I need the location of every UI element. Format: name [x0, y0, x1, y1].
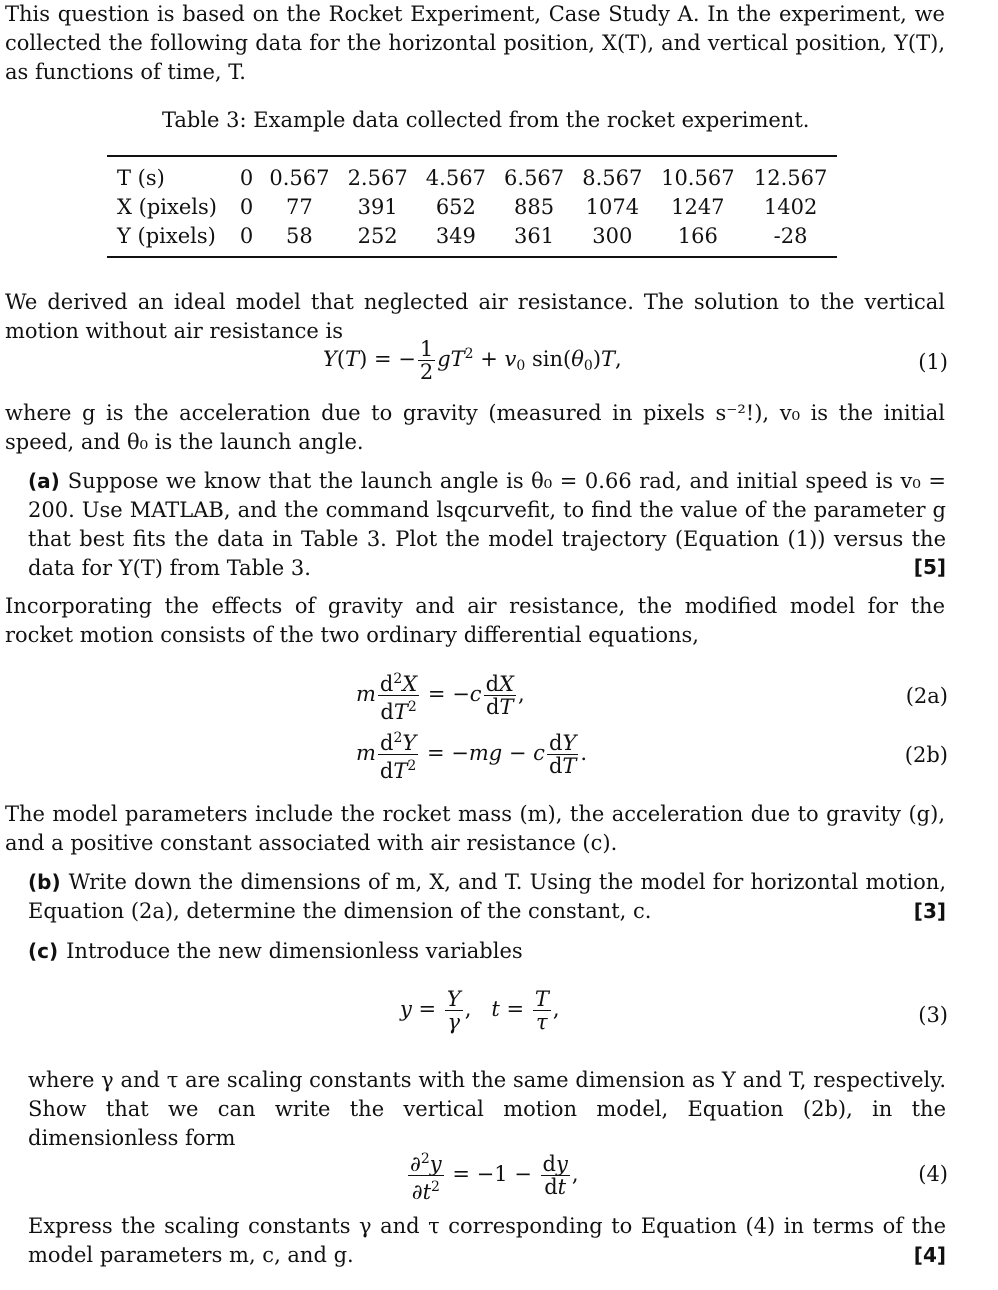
part-c-label: (c) — [28, 939, 59, 963]
equation-1: Y(T) = − $\frac{1}{2}$ $gT^2 + v_0$ $\sin(\theta_0)T$, — [323, 337, 622, 384]
table-caption: Table 3: Example data collected from the rocket experiment. — [162, 108, 810, 132]
intro-paragraph — [5, 0, 945, 87]
part-a-label: (a) — [28, 469, 60, 493]
table-cell: 885 — [514, 194, 555, 219]
equation-2a-number: (2a) — [905, 684, 948, 708]
dimensionless-paragraph: where γ and τ are scaling constants with the same dimension as Y and T, respectively. Show that we can write the vertical motion model, Equation (2b), in the dimensionless form — [28, 1068, 946, 1150]
equation-3: y = $\frac{Y}{\gamma}$ , t = $\frac{T}{\tau}$ , — [400, 987, 560, 1034]
equation-4: $\frac{\partial^2y}{\partial t^2}$ = −1 − $\frac{dy}{dt}$ , — [406, 1148, 579, 1203]
table-cell: 1402 — [763, 194, 818, 219]
table-row-header: Y (pixels) — [117, 223, 216, 248]
table-cell: 349 — [435, 223, 476, 248]
data-table — [107, 155, 837, 258]
table-cell: 2.567 — [347, 165, 408, 190]
air-resistance-paragraph: Incorporating the effects of gravity and air resistance, the modified model for the rocket motion consists of the two ordinary differential equations, — [5, 594, 945, 647]
part-b — [28, 868, 946, 926]
table-cell: 10.567 — [661, 165, 735, 190]
table-cell: 652 — [435, 194, 476, 219]
equation-2b: m $\frac{d^2Y}{dT^2}$ = −mg − c $\frac{dY}{dT}$ . — [356, 727, 587, 782]
table-cell: 0 — [239, 194, 254, 219]
table-row — [107, 192, 837, 221]
table-row-header: X (pixels) — [117, 194, 217, 219]
table-cell: 300 — [592, 223, 633, 248]
table-cell: -28 — [773, 223, 808, 248]
table-cell: 0 — [239, 223, 254, 248]
part-a — [28, 467, 946, 583]
table-cell: 6.567 — [504, 165, 565, 190]
table-cell: 1074 — [585, 194, 640, 219]
table-cell: 391 — [357, 194, 398, 219]
part-a-text: Suppose we know that the launch angle is θ₀ = 0.66 rad, and initial speed is v₀ = 200. Use MATLAB, and the command lsqcurvefit, to find the value of the parameter g that best fits the data in Table 3. Plot the model trajectory (Equation (1)) versus the data for Y(T) from Table 3. — [28, 469, 946, 580]
equation-4-number: (4) — [918, 1162, 948, 1186]
part-c — [28, 937, 946, 966]
part-b-marks: [3] — [913, 899, 946, 923]
gravity-paragraph: where g is the acceleration due to gravity (measured in pixels s⁻²!), v₀ is the initial speed, and θ₀ is the launch angle. — [5, 401, 945, 454]
part-a-marks: [5] — [913, 555, 946, 579]
table-cell: 0.567 — [269, 165, 330, 190]
part-b-label: (b) — [28, 870, 61, 894]
equation-2a: m $\frac{d^2X}{dT^2}$ = −c $\frac{dX}{dT}$ , — [356, 668, 525, 723]
table-row — [107, 156, 837, 192]
table-cell: 77 — [286, 194, 313, 219]
part-c-marks: [4] — [913, 1243, 946, 1267]
table-cell: 4.567 — [425, 165, 486, 190]
table-cell: 12.567 — [753, 165, 828, 190]
part-b-text: Write down the dimensions of m, X, and T. Using the model for horizontal motion, Equation (2a), determine the dimension of the constant, c. — [28, 870, 946, 923]
parameters-paragraph: The model parameters include the rocket mass (m), the acceleration due to gravity (g), and a positive constant associated with air resistance (c). — [5, 802, 945, 855]
part-c-intro: Introduce the new dimensionless variables — [66, 939, 523, 963]
scaling-paragraph: Express the scaling constants γ and τ corresponding to Equation (4) in terms of the model parameters m, c, and g. — [28, 1214, 946, 1267]
table-cell: 361 — [514, 223, 555, 248]
equation-2b-number: (2b) — [904, 743, 948, 767]
model-paragraph: We derived an ideal model that neglected air resistance. The solution to the vertical motion without air resistance is — [5, 290, 945, 343]
equation-1-number: (1) — [918, 350, 948, 374]
table-cell: 8.567 — [582, 165, 643, 190]
table-row-header: T (s) — [117, 165, 165, 190]
table-cell: 0 — [239, 165, 254, 190]
equation-3-number: (3) — [918, 1003, 948, 1027]
table-cell: 166 — [677, 223, 718, 248]
table-cell: 252 — [357, 223, 398, 248]
table-row — [107, 221, 837, 257]
table-cell: 1247 — [671, 194, 725, 219]
intro-text: This question is based on the Rocket Experiment, Case Study A. In the experiment, we collected the following data for the horizontal position, X(T), and vertical position, Y(T), as functions of time, T. — [5, 2, 945, 84]
table-cell: 58 — [286, 223, 313, 248]
